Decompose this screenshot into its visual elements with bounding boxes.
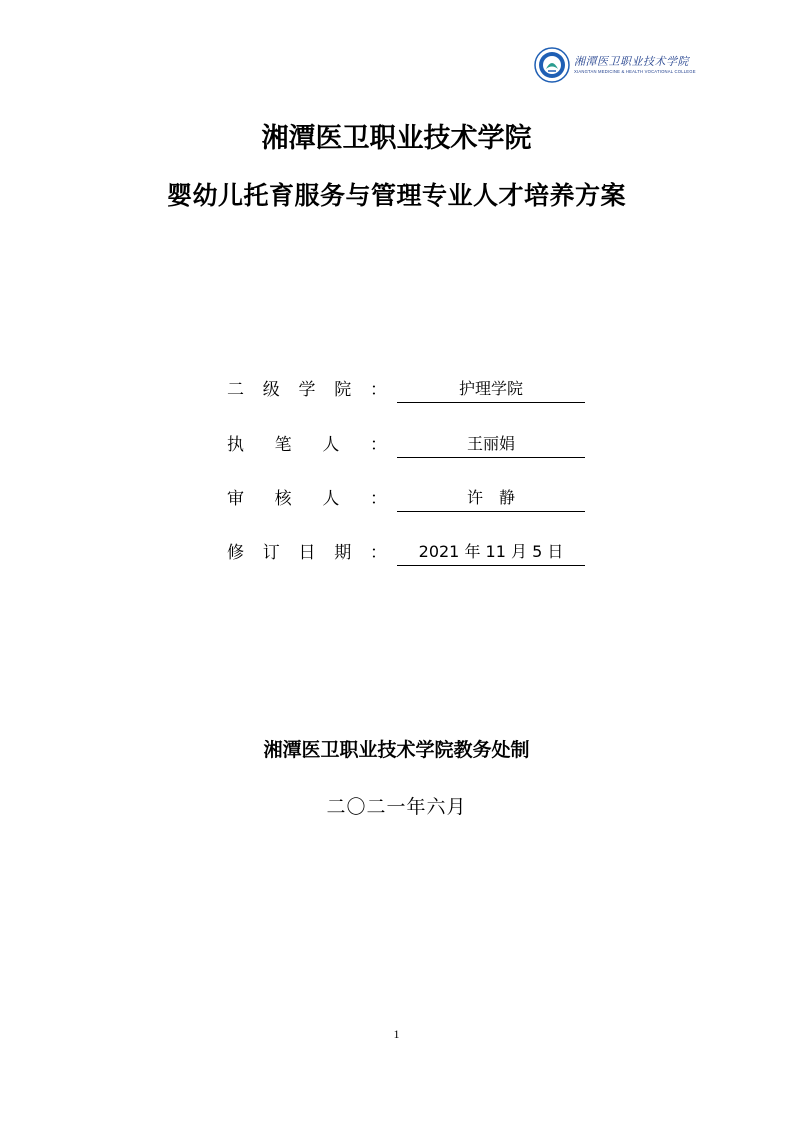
logo-chinese-name: 湘潭医卫职业技术学院 bbox=[574, 55, 689, 68]
info-label: 二 级 学 院 ： bbox=[227, 380, 387, 400]
college-logo bbox=[534, 47, 694, 87]
document-title-program: 婴幼儿托育服务与管理专业人才培养方案 bbox=[166, 181, 626, 210]
issue-date: 二〇二一年六月 bbox=[326, 796, 467, 818]
info-row-department bbox=[227, 378, 587, 404]
info-label: 审 核 人 ： bbox=[227, 489, 387, 509]
issuing-office: 湘潭医卫职业技术学院教务处制 bbox=[263, 739, 530, 761]
page-number: 1 bbox=[393, 1027, 400, 1041]
document-title-college: 湘潭医卫职业技术学院 bbox=[261, 123, 532, 154]
info-value-department: 护理学院 bbox=[397, 378, 585, 403]
college-emblem-icon bbox=[534, 47, 570, 83]
logo-english-name: XIANGTAN MEDICINE & HEALTH VOCATIONAL COLLEGE bbox=[574, 69, 696, 74]
info-value-author: 王丽娟 bbox=[397, 433, 585, 458]
info-row-author bbox=[227, 433, 587, 459]
info-row-revision-date bbox=[227, 541, 587, 567]
info-row-reviewer bbox=[227, 487, 587, 513]
info-label: 修 订 日 期 ： bbox=[227, 543, 387, 563]
info-label: 执 笔 人 ： bbox=[227, 435, 387, 455]
info-value-reviewer: 许 静 bbox=[397, 487, 585, 512]
info-value-revision-date: 2021 年 11 月 5 日 bbox=[397, 541, 585, 566]
